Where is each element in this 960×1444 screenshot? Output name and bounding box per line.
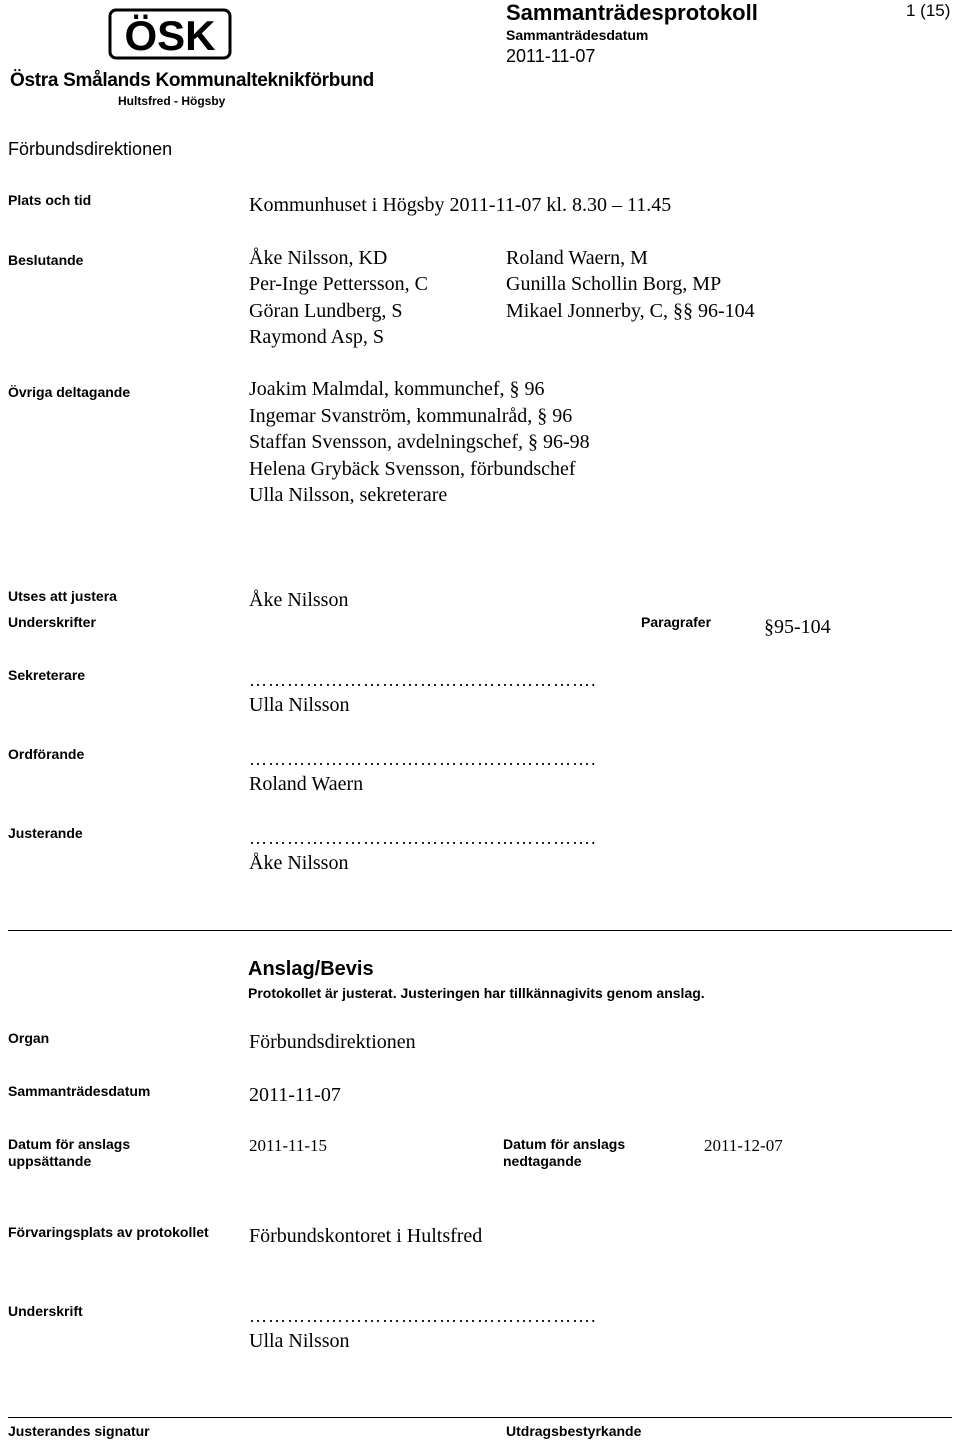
anslag-datum-value: 2011-11-07 bbox=[249, 1084, 341, 1106]
ovriga-item-4: Ulla Nilsson, sekreterare bbox=[249, 484, 448, 506]
anslag-title: Anslag/Bevis bbox=[248, 958, 374, 980]
ordforande-label: Ordförande bbox=[8, 746, 85, 762]
beslutande-right-1: Gunilla Schollin Borg, MP bbox=[506, 273, 722, 295]
section-divider bbox=[8, 930, 952, 931]
logo-name: Östra Smålands Kommunalteknikförbund bbox=[10, 70, 374, 91]
header-date-label: Sammanträdesdatum bbox=[506, 27, 649, 43]
nedtagande-label-2: nedtagande bbox=[503, 1153, 582, 1169]
uppsattande-value: 2011-11-15 bbox=[249, 1136, 328, 1155]
ovriga-item-2: Staffan Svensson, avdelningschef, § 96-98 bbox=[249, 431, 590, 453]
justerande-dotline: ………………………………………………. bbox=[249, 828, 597, 848]
logo-mark bbox=[108, 8, 232, 60]
justera-label: Utses att justera bbox=[8, 588, 117, 604]
beslutande-left-2: Göran Lundberg, S bbox=[249, 300, 403, 322]
ovriga-label: Övriga deltagande bbox=[8, 384, 131, 400]
footer-justerandes-signatur: Justerandes signatur bbox=[8, 1423, 150, 1439]
sekreterare-name: Ulla Nilsson bbox=[249, 694, 350, 716]
forvaring-value: Förbundskontoret i Hultsfred bbox=[249, 1225, 483, 1247]
uppsattande-label-1: Datum för anslags bbox=[8, 1136, 131, 1152]
organ-label: Organ bbox=[8, 1030, 50, 1046]
anslag-datum-label: Sammanträdesdatum bbox=[8, 1083, 151, 1099]
paragrafer-value: §95-104 bbox=[764, 616, 831, 638]
underskrift-dotline: ………………………………………………. bbox=[249, 1306, 597, 1326]
ovriga-item-1: Ingemar Svanström, kommunalråd, § 96 bbox=[249, 405, 573, 427]
plats-label: Plats och tid bbox=[8, 192, 92, 208]
beslutande-left-3: Raymond Asp, S bbox=[249, 326, 385, 348]
uppsattande-label-2: uppsättande bbox=[8, 1153, 92, 1169]
document-title: Sammanträdesprotokoll bbox=[506, 0, 758, 25]
beslutande-right-2: Mikael Jonnerby, C, §§ 96-104 bbox=[506, 300, 755, 322]
ovriga-item-3: Helena Grybäck Svensson, förbundschef bbox=[249, 458, 576, 480]
beslutande-right-0: Roland Waern, M bbox=[506, 247, 648, 269]
svg-text:ÖSK: ÖSK bbox=[124, 12, 216, 59]
beslutande-left-0: Åke Nilsson, KD bbox=[249, 247, 388, 269]
osk-logo-icon bbox=[108, 8, 232, 60]
underskrift-label: Underskrift bbox=[8, 1303, 83, 1319]
paragrafer-label: Paragrafer bbox=[641, 614, 712, 630]
underskrifter-label: Underskrifter bbox=[8, 614, 96, 630]
ordforande-name: Roland Waern bbox=[249, 773, 364, 795]
beslutande-label: Beslutande bbox=[8, 252, 84, 268]
justerande-label: Justerande bbox=[8, 825, 83, 841]
organ-value: Förbundsdirektionen bbox=[249, 1031, 416, 1053]
justera-value: Åke Nilsson bbox=[249, 589, 349, 611]
page-number: 1 (15) bbox=[906, 1, 951, 20]
logo-sub: Hultsfred - Högsby bbox=[118, 94, 226, 108]
beslutande-left-1: Per-Inge Pettersson, C bbox=[249, 273, 429, 295]
ovriga-item-0: Joakim Malmdal, kommunchef, § 96 bbox=[249, 378, 545, 400]
plats-value: Kommunhuset i Högsby 2011-11-07 kl. 8.30 – 11.45 bbox=[249, 194, 672, 216]
sekreterare-dotline: ………………………………………………. bbox=[249, 670, 597, 690]
ordforande-dotline: ………………………………………………. bbox=[249, 749, 597, 769]
header-date: 2011-11-07 bbox=[506, 46, 596, 66]
footer-divider bbox=[8, 1417, 952, 1418]
anslag-text: Protokollet är justerat. Justeringen har tillkännagivits genom anslag. bbox=[248, 985, 705, 1001]
body-name: Förbundsdirektionen bbox=[8, 139, 173, 159]
justerande-name: Åke Nilsson bbox=[249, 852, 349, 874]
nedtagande-value: 2011-12-07 bbox=[704, 1136, 783, 1155]
underskrift-name: Ulla Nilsson bbox=[249, 1330, 350, 1352]
footer-utdragsbestyrkande: Utdragsbestyrkande bbox=[506, 1423, 642, 1439]
nedtagande-label-1: Datum för anslags bbox=[503, 1136, 626, 1152]
sekreterare-label: Sekreterare bbox=[8, 667, 86, 683]
forvaring-label: Förvaringsplats av protokollet bbox=[8, 1224, 209, 1240]
